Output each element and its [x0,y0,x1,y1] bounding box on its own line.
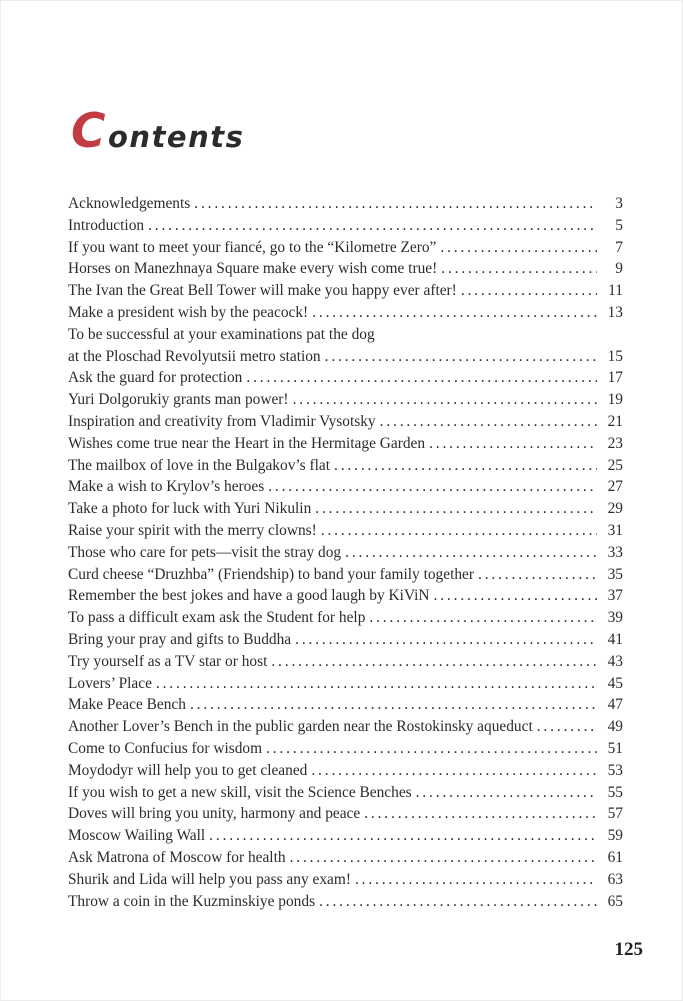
toc-entry-title: Raise your spirit with the merry clowns! [68,521,317,539]
toc-page-number: 61 [607,848,623,866]
toc-entry [68,411,623,433]
toc-entry-title: The Ivan the Great Bell Tower will make you happy ever after! [68,282,457,300]
toc-leader-dots [156,673,597,695]
toc-page-number: 25 [607,456,623,474]
toc-leader-dots [209,825,597,847]
toc-leader-dots [190,694,597,716]
toc-entry-title: To pass a difficult exam ask the Student for help [68,609,366,627]
toc-leader-dots [194,193,597,215]
toc-page-number: 37 [607,587,623,605]
toc-page-number: 29 [607,500,623,518]
toc-leader-dots [380,411,597,433]
toc-entry [68,803,623,825]
toc-leader-dots [293,389,597,411]
toc-entry-title: at the Ploschad Revolyutsii metro station [68,347,321,365]
toc-leader-dots [148,215,597,237]
toc-page-number: 65 [607,892,623,910]
toc-leader-dots [271,651,597,673]
toc-entry [68,694,623,716]
toc-leader-dots [315,498,597,520]
toc-entry [68,389,623,411]
toc-entry-title: Those who care for pets—visit the stray dog [68,543,342,561]
toc-entry-title: Acknowledgements [68,195,191,212]
toc-entry-title: Doves will bring you unity, harmony and peace [68,805,361,823]
toc-entry [68,433,623,455]
toc-entry-title: Moydodyr will help you to get cleaned [68,761,308,779]
toc-leader-dots [321,520,597,542]
toc-entry-title: Horses on Manezhnaya Square make every wish come true! [68,260,438,278]
toc-page-number: 55 [607,783,623,801]
toc-entry [68,215,623,237]
toc-leader-dots [429,433,597,455]
toc-entry [68,651,623,673]
toc-entry [68,629,623,651]
toc-entry-title: Inspiration and creativity from Vladimir Vysotsky [68,412,376,430]
toc-leader-dots [369,607,597,629]
toc-page-number: 39 [607,609,623,627]
toc-entry [68,564,623,586]
toc-leader-dots [440,237,597,259]
toc-leader-dots [364,803,597,825]
toc-page-number: 11 [608,282,623,300]
toc-leader-dots [537,716,597,738]
toc-page-number: 5 [615,216,623,234]
toc-leader-dots [434,585,597,607]
toc-entry-line1: To be successful at your examinations pat the dog [68,325,375,343]
toc-page-number: 33 [607,543,623,561]
toc-entry-title: Ask the guard for protection [68,369,243,387]
toc-page-number: 51 [607,739,623,757]
toc-leader-dots [441,258,597,280]
toc-leader-dots [334,455,597,477]
toc-leader-dots [311,760,597,782]
toc-entry [68,476,623,498]
toc-entry [68,825,623,847]
toc-leader-dots [312,302,597,324]
toc-entry [68,455,623,477]
toc-page-number: 3 [615,195,623,212]
toc-entry [68,585,623,607]
toc-entry-title: Make Peace Bench [68,696,186,714]
toc-leader-dots [319,891,597,913]
toc-entry-title: Lovers’ Place [68,674,152,692]
toc-entry-title: Another Lover’s Bench in the public garden near the Rostokinsky aqueduct [68,718,533,736]
toc-entry-title: Shurik and Lida will help you pass any exam! [68,870,351,888]
toc-page-number: 13 [607,303,623,321]
title-rest: ontents [108,120,245,155]
toc-page-number: 9 [615,260,623,278]
toc-page-number: 59 [607,827,623,845]
toc-leader-dots [461,280,597,302]
toc-page-number: 27 [607,478,623,496]
toc-entry-title: Ask Matrona of Moscow for health [68,848,286,866]
toc-page-number: 31 [607,521,623,539]
toc-entry [68,520,623,542]
toc-entry [68,760,623,782]
page-title [71,104,244,159]
toc-page-number: 63 [607,870,623,888]
folio-page-number: 125 [614,939,643,960]
toc-entry [68,258,623,280]
toc-entry-title: Remember the best jokes and have a good laugh by KiViN [68,587,430,605]
toc-entry [68,673,623,695]
toc-leader-dots [355,869,597,891]
toc-entry-title: If you wish to get a new skill, visit the Science Benches [68,783,412,801]
toc-leader-dots [290,847,597,869]
toc-entry-title: Introduction [68,216,145,234]
toc-entry [68,891,623,913]
toc-entry-title: Bring your pray and gifts to Buddha [68,630,292,648]
toc-page-number: 41 [607,630,623,648]
toc-entry-title: Throw a coin in the Kuzminskiye ponds [68,892,316,910]
toc-entry [68,346,623,368]
toc-entry [68,542,623,564]
toc-page-number: 7 [615,238,623,256]
toc-entry-title: Yuri Dolgorukiy grants man power! [68,391,289,409]
toc-page-number: 43 [607,652,623,670]
toc-entry [68,607,623,629]
toc-leader-dots [416,782,597,804]
toc-entry [68,716,623,738]
toc-page-number: 19 [607,391,623,409]
toc-page-number: 21 [607,412,623,430]
toc-page-number: 47 [607,696,623,714]
toc-page-number: 35 [607,565,623,583]
title-initial-letter: C [71,104,107,160]
table-of-contents [68,193,623,912]
toc-entry-title: Try yourself as a TV star or host [68,652,268,670]
toc-entry-title: Take a photo for luck with Yuri Nikulin [68,500,312,518]
toc-leader-dots [246,367,597,389]
toc-entry [68,782,623,804]
toc-leader-dots [266,738,597,760]
toc-leader-dots [268,476,597,498]
toc-entry [68,498,623,520]
toc-page-number: 57 [607,805,623,823]
toc-entry-title: The mailbox of love in the Bulgakov’s flat [68,456,331,474]
toc-entry [68,302,623,324]
toc-page-number: 17 [607,369,623,387]
toc-page-number: 45 [607,674,623,692]
toc-leader-dots [345,542,597,564]
toc-entry-title: Make a president wish by the peacock! [68,303,309,321]
toc-leader-dots [295,629,597,651]
toc-entry [68,193,623,215]
toc-page-number: 49 [607,718,623,736]
toc-page-number: 15 [607,347,623,365]
toc-entry-title: If you want to meet your fiancé, go to the “Kilometre Zero” [68,238,437,256]
toc-page-number: 53 [607,761,623,779]
toc-entry-title: Wishes come true near the Heart in the Hermitage Garden [68,434,426,452]
toc-entry-title: Moscow Wailing Wall [68,827,206,845]
toc-entry [68,280,623,302]
toc-entry-title: Make a wish to Krylov’s heroes [68,478,265,496]
toc-entry [68,367,623,389]
toc-leader-dots [325,346,597,368]
toc-entry [68,869,623,891]
toc-entry [68,237,623,259]
toc-leader-dots [478,564,597,586]
toc-page-number: 23 [607,434,623,452]
toc-entry [68,738,623,760]
toc-entry [68,847,623,869]
toc-entry-title: Curd cheese “Druzhba” (Friendship) to band your family together [68,565,475,583]
toc-entry-title: Come to Confucius for wisdom [68,739,263,757]
